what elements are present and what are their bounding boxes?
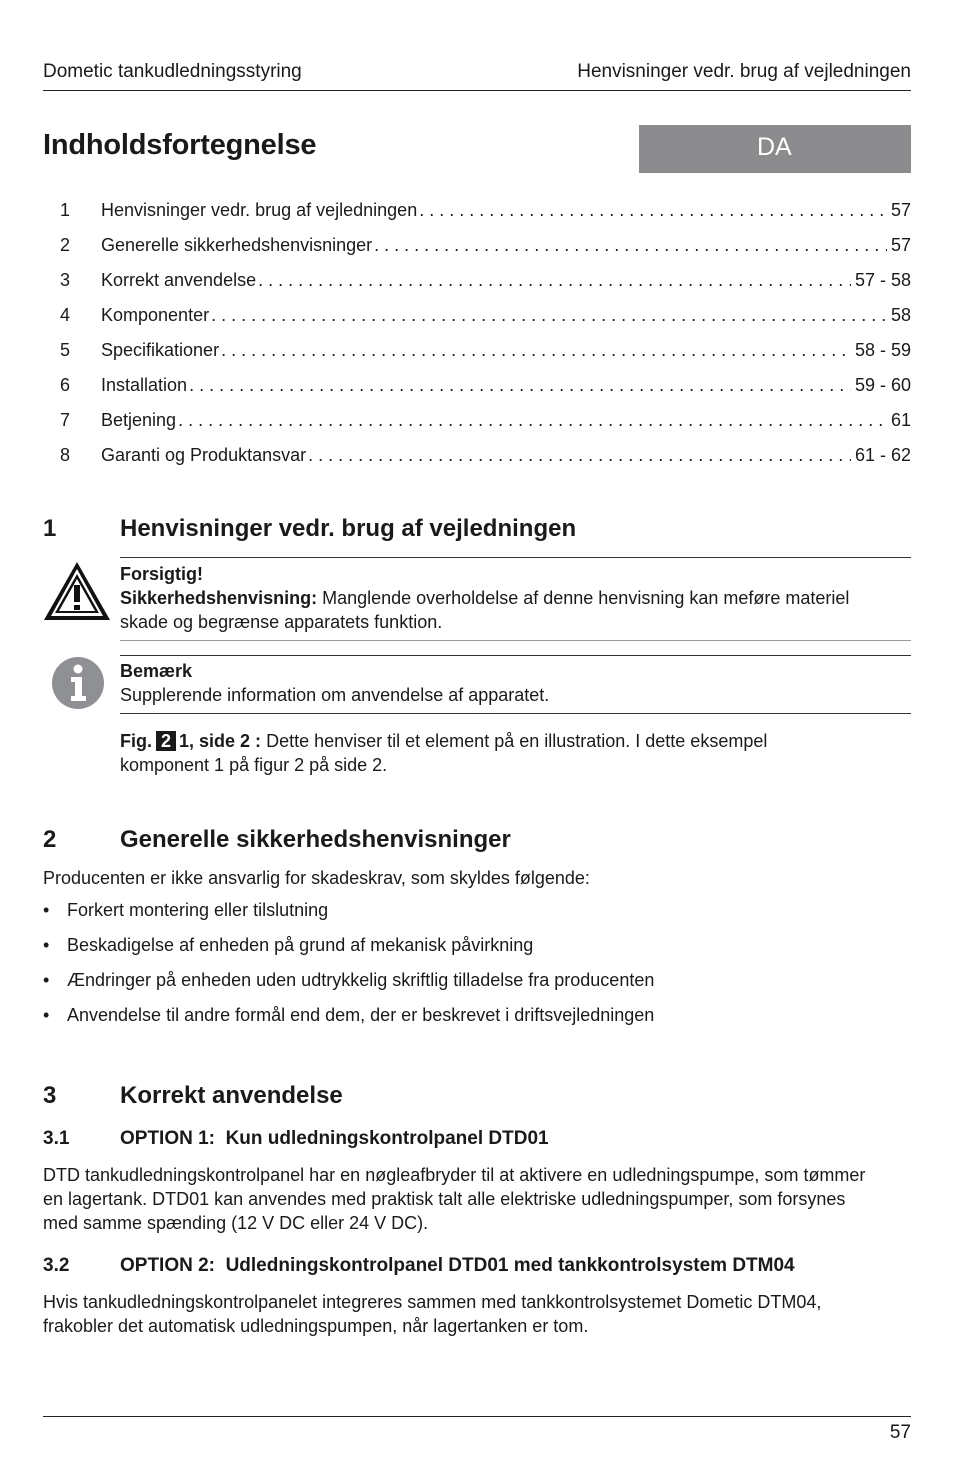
caution-heading: Forsigtig! — [120, 564, 203, 584]
subsection-3-1-line: DTD tankudledningskontrolpanel har en nøgleafbryder til at aktivere en udledningspumpe, som tømmer — [43, 1165, 866, 1185]
toc-entry[interactable] — [43, 305, 911, 329]
toc-leader-dots — [374, 235, 887, 256]
fig-text: Dette henviser til et element på en illustration. I dette eksempel — [266, 731, 768, 751]
toc-entry-pages: 58 - 59 — [854, 340, 911, 360]
bullet-marker: • — [43, 900, 50, 920]
toc-entry-title: Specifikationer — [101, 340, 220, 360]
info-icon — [51, 656, 105, 710]
toc-entry-pages: 57 — [890, 235, 911, 255]
bullet-marker: • — [43, 1005, 50, 1025]
section-2-number: 2 — [43, 826, 57, 853]
note-text: Supplerende information om anvendelse af apparatet. — [120, 685, 550, 705]
toc-leader-dots — [419, 200, 887, 221]
toc-entry[interactable] — [43, 375, 911, 399]
page-number: 57 — [889, 1422, 911, 1443]
subsection-3-2-number: 3.2 — [43, 1255, 70, 1276]
section-1-number: 1 — [43, 515, 57, 542]
caution-bottom-rule — [120, 640, 911, 641]
section-2-intro: Producenten er ikke ansvarlig for skadeskrav, som skyldes følgende: — [43, 868, 590, 888]
caution-text-line — [120, 586, 849, 610]
toc-entry-number: 8 — [60, 445, 71, 465]
list-item: Forkert montering eller tilslutning — [67, 900, 329, 920]
subsection-3-1-line: en lagertank. DTD01 kan anvendes med praktisk talt alle elektriske udledningspumper, som forsynes — [43, 1189, 846, 1209]
subsection-3-1-number: 3.1 — [43, 1128, 70, 1149]
fig-ref: 1, side 2 : — [179, 731, 262, 751]
list-item: Ændringer på enheden uden udtrykkelig skriftlig tilladelse fra producenten — [67, 970, 655, 990]
page-title: Indholdsfortegnelse — [43, 129, 317, 161]
language-tab-label: DA — [757, 133, 792, 161]
toc-entry[interactable] — [43, 270, 911, 294]
language-tab — [639, 125, 911, 173]
toc-entry-title: Korrekt anvendelse — [101, 270, 257, 290]
section-3-number: 3 — [43, 1082, 57, 1109]
toc-entry-number: 6 — [60, 375, 71, 395]
toc-leader-dots — [308, 445, 851, 466]
running-header-right: Henvisninger vedr. brug af vejledningen — [577, 61, 911, 82]
toc-leader-dots — [178, 410, 887, 431]
toc-entry-pages: 61 — [890, 410, 911, 430]
header-rule — [43, 90, 911, 91]
toc-entry[interactable] — [43, 445, 911, 469]
toc-leader-dots — [211, 305, 887, 326]
warning-triangle-icon — [42, 560, 112, 622]
note-top-rule — [120, 655, 911, 656]
toc-entry-number: 5 — [60, 340, 71, 360]
subsection-3-2-line: frakobler det automatisk udledningspumpen, når lagertanken er tom. — [43, 1316, 589, 1336]
caution-text-2: skade og begrænse apparatets funktion. — [120, 612, 443, 632]
bullet-marker: • — [43, 935, 50, 955]
subsection-3-2-line: Hvis tankudledningskontrolpanelet integreres sammen med tankkontrolsystemet Dometic DTM04, — [43, 1292, 822, 1312]
toc-leader-dots — [258, 270, 851, 291]
note-bottom-rule — [120, 713, 911, 714]
toc-entry-number: 4 — [60, 305, 71, 325]
caution-text: Manglende overholdelse af denne henvisning kan meføre materiel — [322, 588, 850, 608]
subsection-3-1-line: med samme spænding (12 V DC eller 24 V DC). — [43, 1213, 429, 1233]
fig-label: Fig. — [120, 731, 152, 751]
toc-entry-pages: 61 - 62 — [854, 445, 911, 465]
running-header-left: Dometic tankudledningsstyring — [43, 61, 302, 82]
toc-leader-dots — [221, 340, 851, 361]
toc-entry-title: Garanti og Produktansvar — [101, 445, 307, 465]
fig-number-box: 2 — [156, 731, 176, 751]
toc-entry-number: 1 — [60, 200, 71, 220]
toc-entry-pages: 59 - 60 — [854, 375, 911, 395]
section-1-title: Henvisninger vedr. brug af vejledningen — [120, 515, 577, 542]
subsection-3-1-title: OPTION 1: Kun udledningskontrolpanel DTD01 — [120, 1128, 549, 1149]
toc-entry-pages: 57 - 58 — [854, 270, 911, 290]
toc-entry-title: Installation — [101, 375, 188, 395]
list-item: Beskadigelse af enheden på grund af mekanisk påvirkning — [67, 935, 534, 955]
toc-entry-title: Betjening — [101, 410, 177, 430]
section-3-title: Korrekt anvendelse — [120, 1082, 343, 1109]
caution-label: Sikkerhedshenvisning: — [120, 588, 318, 608]
subsection-3-2-title: OPTION 2: Udledningskontrolpanel DTD01 med tankkontrolsystem DTM04 — [120, 1255, 795, 1276]
toc-entry-title: Komponenter — [101, 305, 210, 325]
toc-entry[interactable] — [43, 340, 911, 364]
toc-entry[interactable] — [43, 410, 911, 434]
toc-entry-pages: 58 — [890, 305, 911, 325]
section-2-title: Generelle sikkerhedshenvisninger — [120, 826, 511, 853]
toc-entry-title: Henvisninger vedr. brug af vejledningen — [101, 200, 418, 220]
footer-rule — [43, 1416, 911, 1417]
toc-entry[interactable] — [43, 200, 911, 224]
toc-leader-dots — [189, 375, 851, 396]
caution-top-rule — [120, 557, 911, 558]
note-heading: Bemærk — [120, 661, 193, 681]
bullet-marker: • — [43, 970, 50, 990]
toc-entry-number: 2 — [60, 235, 71, 255]
toc-entry-pages: 57 — [890, 200, 911, 220]
list-item: Anvendelse til andre formål end dem, der er beskrevet i driftsvejledningen — [67, 1005, 655, 1025]
fig-text-2: komponent 1 på figur 2 på side 2. — [120, 755, 388, 775]
toc-entry-title: Generelle sikkerhedshenvisninger — [101, 235, 373, 255]
figure-reference-line — [120, 729, 767, 753]
toc-entry[interactable] — [43, 235, 911, 259]
toc-entry-number: 3 — [60, 270, 71, 290]
toc-entry-number: 7 — [60, 410, 71, 430]
